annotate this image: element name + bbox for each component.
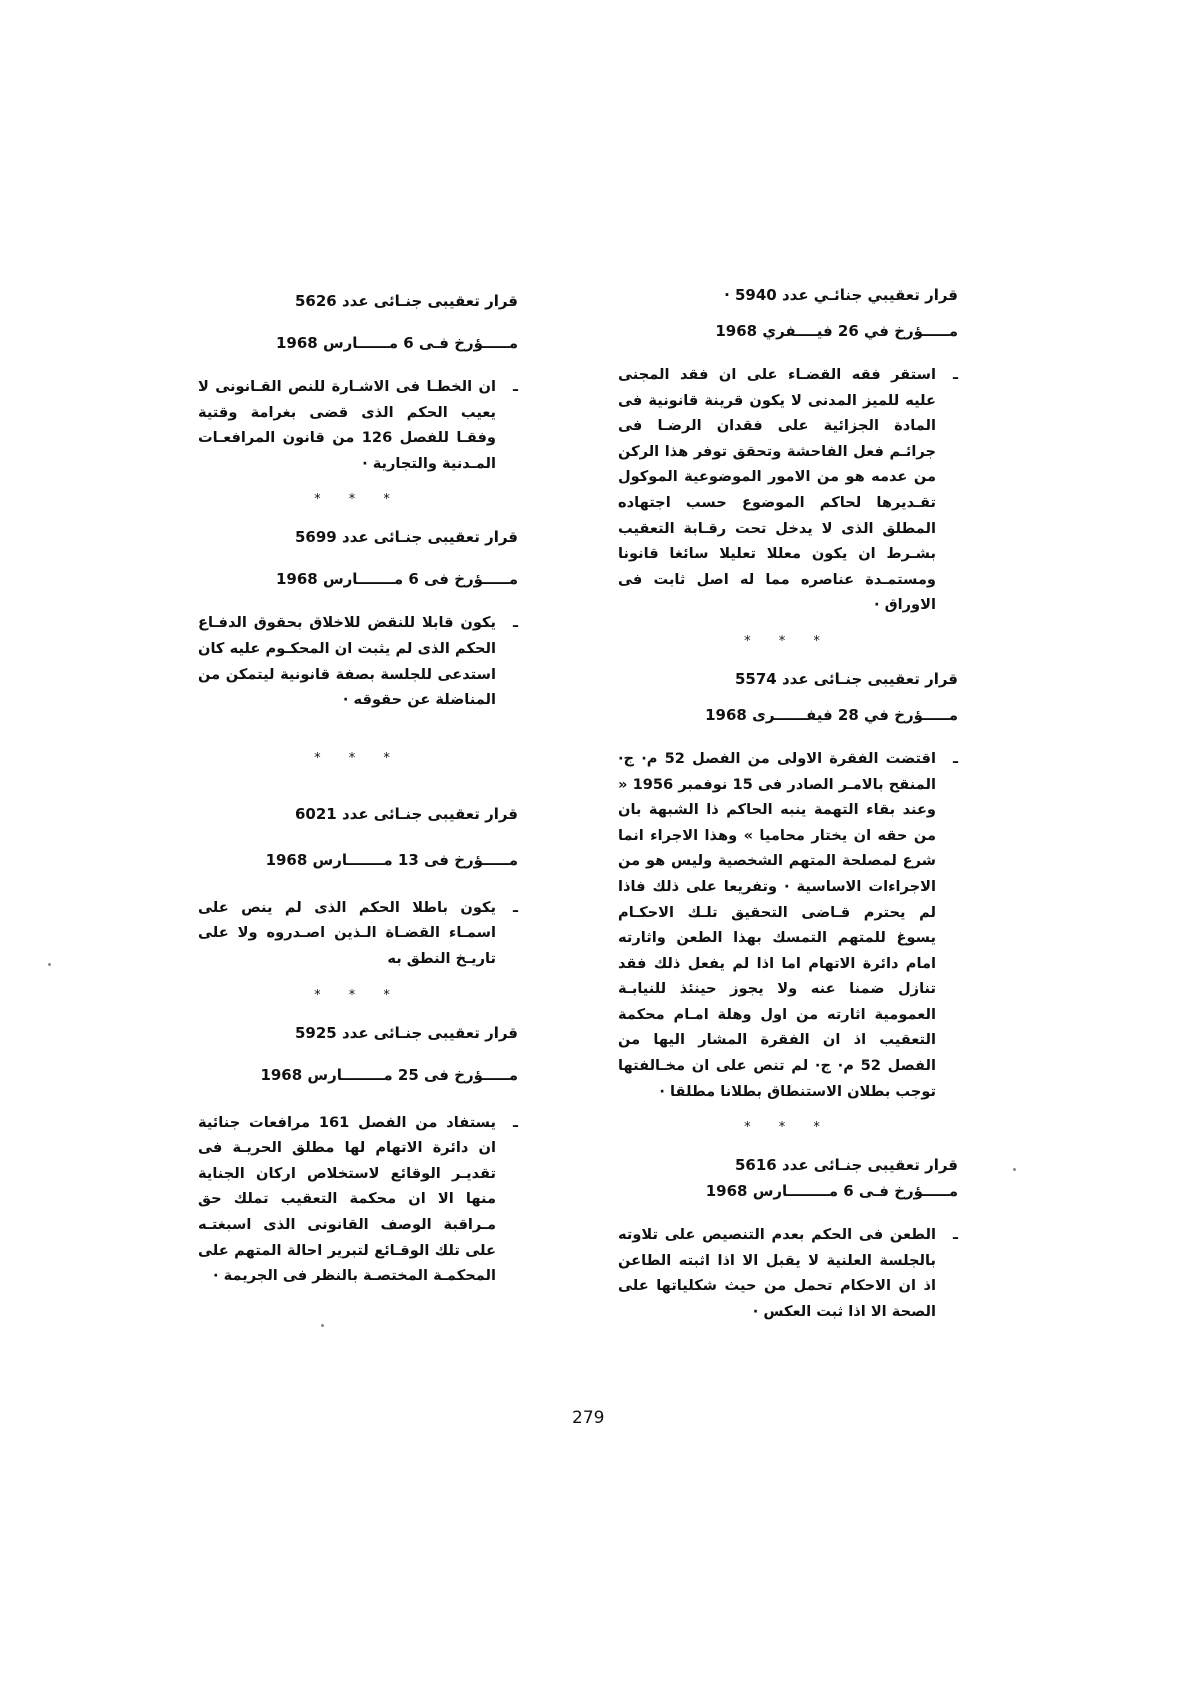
page-number: 279 (572, 1408, 605, 1428)
ruling-text-content: الطعن فى الحكم بعدم التنصيص على تلاوته بالجلسة العلنية لا يقبل الا اذا اثبته الطاعن اذ ان الاحكام تحمل من حيث شكلياتها على الصحة الا اذا ثبت العكس · (618, 1226, 936, 1321)
ruling-5626 (198, 290, 518, 476)
ruling-date: مـــــؤرخ فى 13 مـــــــارس 1968 (265, 850, 518, 869)
ruling-date: مـــــؤرخ فى 25 مــــــــارس 1968 (260, 1065, 518, 1084)
ruling-text (198, 1110, 518, 1289)
ruling-5574 (618, 668, 958, 1104)
dash-marker: ـ (953, 749, 958, 767)
separator-stars: * * * (744, 633, 832, 649)
ruling-5699 (198, 526, 518, 712)
ruling-5616 (618, 1154, 958, 1324)
ruling-title: قرار تعقيبى جنـائى عدد 5616 (735, 1156, 958, 1175)
ruling-date: مـــــؤرخ في 28 فيفــــــرى 1968 (705, 705, 958, 724)
ruling-text (198, 374, 518, 476)
ruling-date: مـــــؤرخ فى 6 مـــــــارس 1968 (276, 570, 518, 589)
ruling-date: مـــــؤرخ فـى 6 مــــــــارس 1968 (705, 1182, 958, 1201)
ruling-text-content: استقر فقه القضـاء على ان فقد المجنى عليه للميز المدنى لا يكون قرينة قانونية فى المادة الجزائية على فقدان الرضـا فى جرائـم فعل الفاحشة وتحقق توفر هذا الركن من عدمه هو من الامور الموضوعية الموكول تقـديرها لحاكم الموضوع حسب اجتهاده المطلق الذى لا يدخل تحت رقـابة التعقيب بشـرط ان يكون معللا تعليلا سائغا قانونا ومستمـدة عناصره مما له اصل ثابت فى الاوراق · (618, 366, 936, 614)
dash-marker: ـ (953, 1226, 958, 1244)
ruling-title: قرار تعقيبى جنـائى عدد 6021 (295, 804, 518, 823)
ruling-text (198, 895, 518, 972)
ruling-title: قرار تعقيبى جنـائى عدد 5699 (295, 528, 518, 547)
scan-speck (321, 1324, 324, 1327)
scan-speck (48, 963, 51, 966)
dash-marker: ـ (953, 366, 958, 383)
separator-stars: * * * (744, 1120, 832, 1136)
separator-stars: * * * (314, 750, 402, 766)
separator-stars: * * * (314, 492, 402, 508)
ruling-title: قرار تعقيبي جنائـي عدد 5940 · (724, 286, 958, 304)
right-column (618, 284, 958, 1325)
scan-speck (1013, 1168, 1016, 1171)
ruling-title: قرار تعقيبى جنـائى عدد 5626 (295, 292, 518, 310)
ruling-text (618, 1222, 958, 1324)
ruling-6021 (198, 803, 518, 972)
ruling-date: مـــــؤرخ فـى 6 مــــــارس 1968 (276, 334, 518, 352)
ruling-text (198, 610, 518, 712)
dash-marker: ـ (513, 614, 518, 632)
dash-marker: ـ (513, 898, 518, 916)
ruling-title: قرار تعقيبى جنـائى عدد 5925 (295, 1023, 518, 1042)
dash-marker: ـ (513, 378, 518, 395)
ruling-title: قرار تعقيبى جنـائى عدد 5574 (735, 669, 958, 688)
ruling-text-content: اقتضت الفقرة الاولى من الفصل 52 م· ج· المنقح بالامـر الصادر فى 15 نوفمبر 1956 « وعند بقاء التهمة ينبه الحاكم ذا الشبهة بان من حقه ان يختار محاميا » وهذا الاجراء انما شرع لمصلحة المتهم الشخصية وليس هو من الاجراءات الاساسية · وتفريعا على ذلك فاذا لم يحترم قـاضى التحقيق تلـك الاحكـام يسوغ للمتهم التمسك بهذا الطعن واثارته امام دائرة الاتهام اما اذا لم يفعل ذلك فقد تنازل ضمنا عنه ولا يجوز حينئذ للنيابـة العمومية اثارته من اول وهلة امـام محكمة التعقيب اذ ان الفقرة المشار اليها من الفصل 52 م· ج· لم تنص على ان مخـالفتها توجب بطلان الاستنطاق بطلانا مطلقا · (618, 749, 936, 1100)
ruling-text-content: يستفاد من الفصل 161 مرافعات جنائية ان دائرة الاتهام لها مطلق الحريـة فى تقديـر الوقائع لاستخلاص اركان الجناية منها الا ان محكمة التعقيب تملك حق مـراقبة الوصف القانونى الذى اسبغتـه على تلك الوقـائع لتبرير احالة المتهم على المحكمـة المختصـة بالنظر فى الجريمة · (198, 1113, 496, 1285)
ruling-text-content: يكون باطلا الحكم الذى لم ينص على اسمـاء القضـاة الـذين اصـدروه ولا على تاريـخ النطق به (198, 898, 496, 967)
left-column (198, 290, 518, 1289)
dash-marker: ـ (513, 1113, 518, 1131)
ruling-text (618, 746, 958, 1104)
ruling-text-content: ان الخطـا فى الاشـارة للنص القـانونى لا يعيب الحكم الذى قضى بغرامة وقتية وفقـا للفصل 126 من قانون المرافعـات المـدنية والتجارية · (198, 378, 497, 472)
ruling-5940 (618, 284, 958, 618)
ruling-date: مـــــؤرخ في 26 فيــــفري 1968 (715, 322, 958, 340)
ruling-text (618, 362, 958, 618)
ruling-text-content: يكون قابلا للنقض للاخلاق بحقوق الدفـاع الحكم الذى لم يثبت ان المحكـوم عليه كان استدعى للجلسة بصفة قانونية ليتمكن من المناضلة عن حقوقه · (198, 614, 496, 709)
ruling-5925 (198, 1022, 518, 1289)
separator-stars: * * * (314, 987, 402, 1003)
